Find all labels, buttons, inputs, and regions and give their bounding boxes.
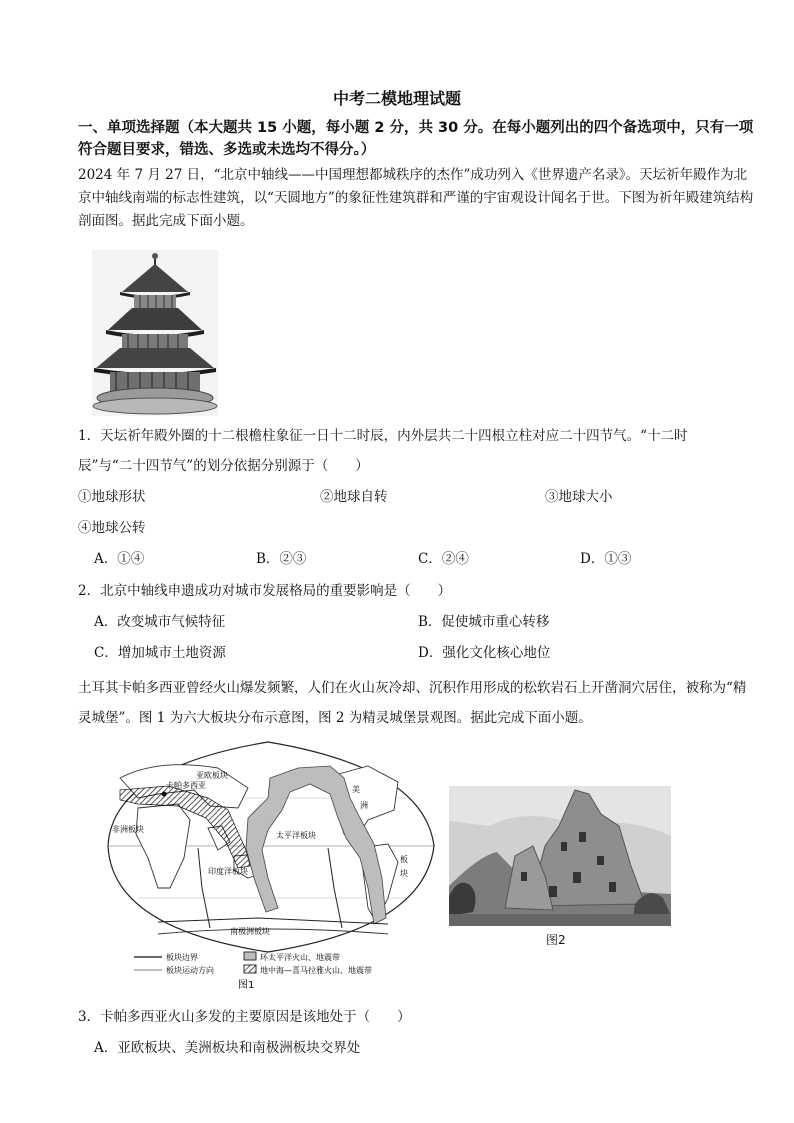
temple-illustration: [92, 250, 218, 416]
q2-option-c[interactable]: C．增加城市土地资源: [94, 645, 226, 661]
legend-motion: 板块运动方向: [166, 966, 214, 975]
q2-option-a[interactable]: A．改变城市气候特征: [94, 614, 226, 630]
map-label-plate-1: 板: [400, 855, 408, 864]
q1-statement-4: ④地球公转: [78, 520, 146, 536]
q1-option-a[interactable]: A．①④: [94, 551, 145, 567]
section-heading: 一、单项选择题（本大题共 15 小题，每小题 2 分，共 30 分。在每小题列出的四个备选项中，只有一项符合题目要求，错选、多选或未选均不得分。）: [78, 120, 754, 158]
legend-med-belt: 地中海—喜马拉雅火山、地震带: [260, 966, 372, 975]
plate-map-figure: [98, 738, 444, 990]
q1-statement-3: ③地球大小: [545, 489, 613, 505]
q1-option-b[interactable]: B．②③: [256, 551, 307, 567]
map-label-indian: 印度洋板块: [208, 867, 248, 876]
q2-option-d[interactable]: D．强化文化核心地位: [418, 645, 551, 661]
map-label-africa: 非洲板块: [112, 825, 144, 834]
q3-stem: 3．卡帕多西亚火山多发的主要原因是该地处于（ ）: [78, 1009, 411, 1025]
fairy-chimney-photo: [449, 786, 671, 926]
figure-2-caption: 图2: [546, 933, 566, 947]
map-label-america-1: 美: [352, 785, 360, 794]
map-label-pacific: 太平洋板块: [276, 831, 316, 840]
map-label-plate-2: 块: [400, 869, 408, 878]
q3-option-a[interactable]: A．亚欧板块、美洲板块和南极洲板块交界处: [94, 1040, 361, 1056]
q1-statement-2: ②地球自转: [320, 489, 388, 505]
q1-option-d[interactable]: D．①③: [580, 551, 632, 567]
map-label-cappadocia: 卡帕多西亚: [166, 781, 206, 790]
q1-option-c[interactable]: C．②④: [418, 551, 469, 567]
q2-stem: 2．北京中轴线申遗成功对城市发展格局的重要影响是（ ）: [78, 583, 452, 599]
page-title: 中考二模地理试题: [332, 89, 461, 108]
legend-boundary: 板块边界: [166, 953, 198, 962]
q1-statement-1: ①地球形状: [78, 489, 146, 505]
map-label-antarctic: 南极洲板块: [230, 927, 270, 936]
q2-option-b[interactable]: B．促使城市重心转移: [418, 614, 550, 630]
q1-stem-line-2: 辰”与“二十四节气”的划分依据分别源于（ ）: [78, 458, 369, 474]
map-label-eurasia: 亚欧板块: [196, 771, 228, 780]
legend-pacific-belt: 环太平洋火山、地震带: [260, 953, 340, 962]
intro-paragraph-2: 土耳其卡帕多西亚曾经火山爆发频繁，人们在火山灰冷却、沉积作用形成的松软岩石上开凿洞穴居住，被称为“精灵城堡”。图 1 为六大板块分布示意图，图 2 为精灵城堡景观图。据此完成下面小题。: [78, 680, 747, 726]
q1-stem-line-1: 1．天坛祈年殿外圈的十二根檐柱象征一日十二时辰，内外层共二十四根立柱对应二十四节气。“十二时: [78, 428, 688, 444]
intro-paragraph-1: 2024 年 7 月 27 日，“北京中轴线——中国理想都城秩序的杰作”成功列入《世界遗产名录》。天坛祈年殿作为北京中轴线南端的标志性建筑，以“天圆地方”的象征性建筑群和严谨的宇宙观设计闻名于世。下图为祈年殿建筑结构剖面图。据此完成下面小题。: [78, 167, 754, 229]
figure-1-caption: 图1: [238, 980, 255, 990]
map-label-america-2: 洲: [360, 801, 368, 810]
